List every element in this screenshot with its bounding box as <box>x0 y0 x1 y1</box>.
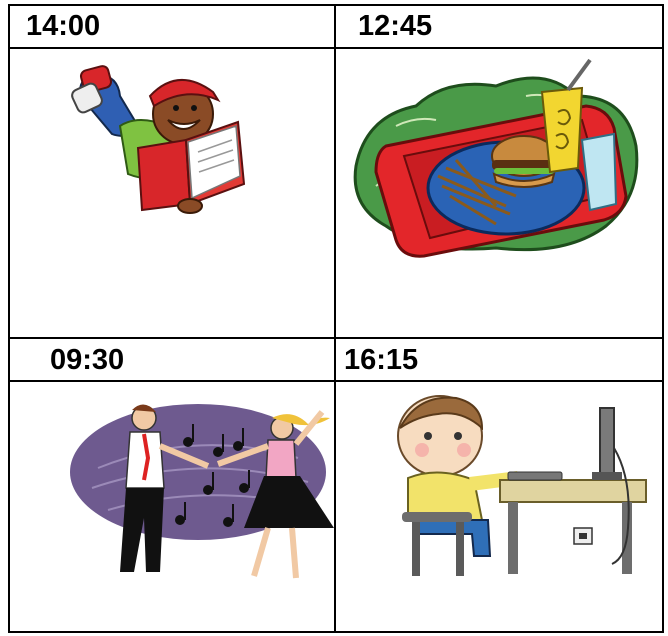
table-divider-header-1 <box>8 47 664 49</box>
boy-at-computer-picture <box>378 388 648 588</box>
table-border-left <box>8 4 10 633</box>
boy-reading-picture <box>68 56 288 216</box>
dancing-couple-picture <box>68 388 338 588</box>
table-border-bottom <box>8 631 664 633</box>
time-label-2: 12:45 <box>358 10 433 42</box>
table-divider-header-2 <box>8 380 664 382</box>
lunch-tray-picture <box>346 56 646 266</box>
table-divider-middle <box>8 337 664 339</box>
time-label-4: 16:15 <box>344 344 419 376</box>
time-label-3: 09:30 <box>50 344 125 376</box>
table-border-right <box>662 4 664 633</box>
table-border-top <box>8 4 664 6</box>
time-label-1: 14:00 <box>26 10 101 42</box>
schedule-table <box>8 4 664 633</box>
